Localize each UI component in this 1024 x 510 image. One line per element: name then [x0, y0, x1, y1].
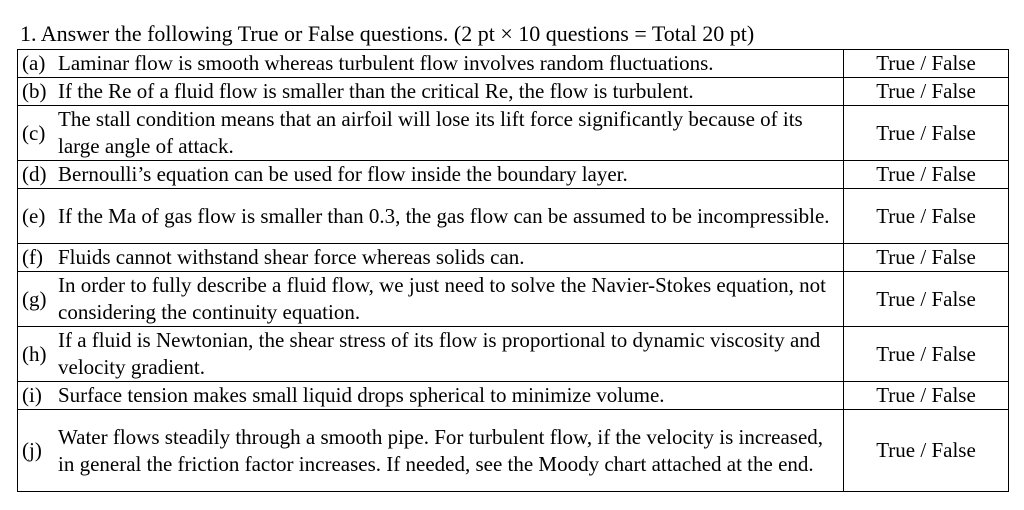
question-cell — [18, 272, 844, 327]
question-row-h — [18, 327, 1009, 382]
true-false-table — [17, 49, 1009, 492]
true-false-choice[interactable]: True / False — [844, 382, 1009, 410]
true-false-choice[interactable]: True / False — [844, 189, 1009, 244]
question-row-d — [18, 161, 1009, 189]
question-row-i — [18, 382, 1009, 410]
true-false-choice[interactable]: True / False — [844, 244, 1009, 272]
question-text: The stall condition means that an airfoil will lose its lift force significantly because of its large angle of attack. — [58, 107, 803, 158]
question-row-c — [18, 106, 1009, 161]
true-false-choice[interactable]: True / False — [844, 106, 1009, 161]
question-cell — [18, 106, 844, 161]
question-row-f — [18, 244, 1009, 272]
question-text: In order to fully describe a fluid flow, we just need to solve the Navier-Stokes equation, not considering the continuity equation. — [58, 273, 827, 324]
question-cell — [18, 327, 844, 382]
question-cell — [18, 382, 844, 410]
question-label: (b) — [22, 79, 47, 103]
question-text: If a fluid is Newtonian, the shear stress of its flow is proportional to dynamic viscosity and velocity gradient. — [58, 328, 821, 379]
question-label: (e) — [22, 203, 46, 228]
question-cell — [18, 244, 844, 272]
true-false-choice[interactable]: True / False — [844, 410, 1009, 492]
question-row-j — [18, 410, 1009, 492]
question-cell — [18, 189, 844, 244]
question-label: (d) — [22, 162, 47, 186]
question-text: Surface tension makes small liquid drops spherical to minimize volume. — [58, 383, 665, 407]
question-row-g — [18, 272, 1009, 327]
question-cell — [18, 161, 844, 189]
question-label: (f) — [22, 245, 43, 269]
question-text: Bernoulli’s equation can be used for flow inside the boundary layer. — [58, 162, 628, 186]
question-row-b — [18, 78, 1009, 106]
question-cell — [18, 410, 844, 492]
question-heading: 1. Answer the following True or False questions. (2 pt × 10 questions = Total 20 pt) — [20, 21, 755, 46]
question-text: If the Re of a fluid flow is smaller than the critical Re, the flow is turbulent. — [58, 79, 694, 103]
question-label: (a) — [22, 51, 46, 75]
question-text: If the Ma of gas flow is smaller than 0.3, the gas flow can be assumed to be incompressible. — [58, 203, 830, 228]
question-label: (h) — [22, 341, 47, 366]
question-text: Water flows steadily through a smooth pipe. For turbulent flow, if the velocity is increased, in general the friction factor increases. If needed, see the Moody chart attached at the end. — [58, 424, 824, 476]
question-label: (i) — [22, 383, 42, 407]
true-false-choice[interactable]: True / False — [844, 272, 1009, 327]
question-cell — [18, 78, 844, 106]
true-false-choice[interactable]: True / False — [844, 78, 1009, 106]
true-false-choice[interactable]: True / False — [844, 327, 1009, 382]
question-text: Laminar flow is smooth whereas turbulent flow involves random fluctuations. — [58, 51, 714, 75]
question-cell — [18, 50, 844, 78]
true-false-choice[interactable]: True / False — [844, 161, 1009, 189]
true-false-choice[interactable]: True / False — [844, 50, 1009, 78]
question-label: (j) — [22, 438, 42, 462]
question-text: Fluids cannot withstand shear force whereas solids can. — [58, 245, 525, 269]
question-label: (g) — [22, 286, 47, 311]
question-row-a — [18, 50, 1009, 78]
question-row-e — [18, 189, 1009, 244]
question-label: (c) — [22, 120, 46, 145]
